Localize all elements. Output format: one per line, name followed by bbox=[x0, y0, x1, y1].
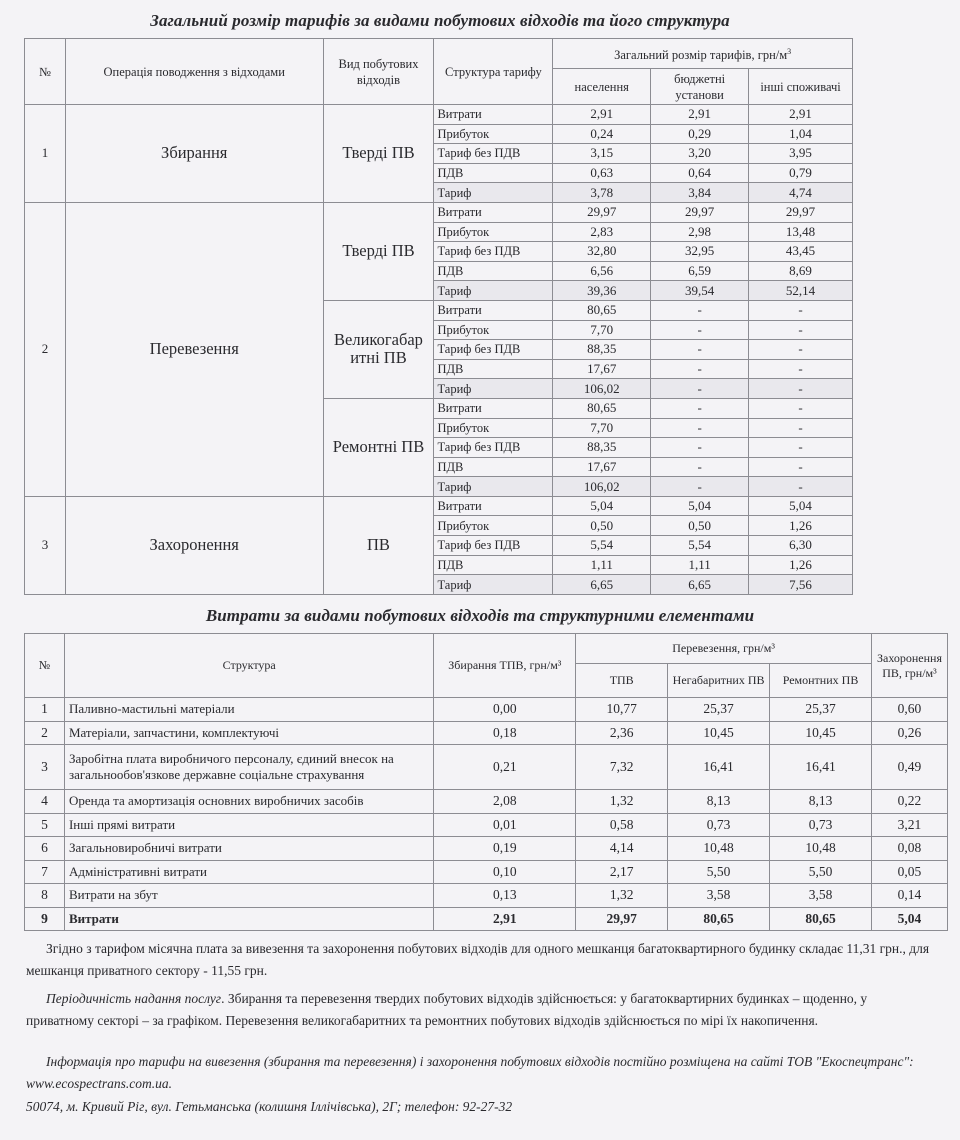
budget-value: 32,95 bbox=[651, 242, 749, 262]
burial-value: 0,22 bbox=[871, 790, 947, 814]
others-value: 43,45 bbox=[749, 242, 853, 262]
tpv-value: 0,58 bbox=[576, 813, 668, 837]
table-row bbox=[25, 698, 948, 722]
operation-name: Захоронення bbox=[65, 496, 323, 594]
table-row bbox=[25, 105, 853, 125]
structure-label: Прибуток bbox=[434, 222, 553, 242]
population-value: 3,78 bbox=[553, 183, 651, 203]
population-value: 80,65 bbox=[553, 300, 651, 320]
budget-value: - bbox=[651, 379, 749, 399]
oversized-value: 10,48 bbox=[668, 837, 770, 861]
cost-item-name: Оренда та амортизація основних виробничих засобів bbox=[64, 790, 434, 814]
row-number: 6 bbox=[25, 837, 65, 861]
structure-label: Тариф bbox=[434, 183, 553, 203]
structure-label: Витрати bbox=[434, 398, 553, 418]
structure-label: Тариф bbox=[434, 379, 553, 399]
others-value: 7,56 bbox=[749, 575, 853, 595]
budget-value: 6,59 bbox=[651, 261, 749, 281]
waste-type: Великогабар итні ПВ bbox=[323, 300, 434, 398]
others-value: 8,69 bbox=[749, 261, 853, 281]
table-row bbox=[25, 721, 948, 745]
budget-value: - bbox=[651, 398, 749, 418]
others-value: 6,30 bbox=[749, 536, 853, 556]
budget-value: 3,20 bbox=[651, 144, 749, 164]
structure-label: ПДВ bbox=[434, 457, 553, 477]
structure-label: Тариф без ПДВ bbox=[434, 438, 553, 458]
repair-value: 16,41 bbox=[770, 745, 872, 790]
others-value: - bbox=[749, 398, 853, 418]
structure-label: ПДВ bbox=[434, 261, 553, 281]
burial-value: 0,49 bbox=[871, 745, 947, 790]
structure-label: Витрати bbox=[434, 496, 553, 516]
population-value: 88,35 bbox=[553, 438, 651, 458]
population-value: 2,83 bbox=[553, 222, 651, 242]
cost-item-name: Витрати bbox=[64, 907, 434, 931]
cost-item-name: Матеріали, запчастини, комплектуючі bbox=[64, 721, 434, 745]
budget-value: - bbox=[651, 457, 749, 477]
structure-label: Витрати bbox=[434, 202, 553, 222]
population-value: 1,11 bbox=[553, 555, 651, 575]
others-value: - bbox=[749, 418, 853, 438]
collection-value: 0,19 bbox=[434, 837, 576, 861]
waste-type: Тверді ПВ bbox=[323, 202, 434, 300]
population-value: 6,56 bbox=[553, 261, 651, 281]
table1-title: Загальний розмір тарифів за видами побутових відходів та його структура bbox=[150, 11, 730, 30]
waste-type: Тверді ПВ bbox=[323, 105, 434, 203]
repair-value: 10,45 bbox=[770, 721, 872, 745]
tpv-value: 4,14 bbox=[576, 837, 668, 861]
table-row bbox=[25, 790, 948, 814]
tpv-value: 1,32 bbox=[576, 884, 668, 908]
header-population: населення bbox=[553, 69, 651, 105]
structure-label: ПДВ bbox=[434, 555, 553, 575]
burial-value: 0,26 bbox=[871, 721, 947, 745]
population-value: 39,36 bbox=[553, 281, 651, 301]
budget-value: 0,64 bbox=[651, 163, 749, 183]
others-value: 29,97 bbox=[749, 202, 853, 222]
service-frequency-paragraph: Періодичність надання послуг. Збирання та перевезення твердих побутових відходів здійснюється: у багатоквартирних будинках – щоденно, у приватному секторі – за графіком. Перевезення великогабаритних та ремонтних побутових відходів здійснюється по мірі їх накопичення. bbox=[26, 991, 868, 1028]
structure-label: Тариф без ПДВ bbox=[434, 144, 553, 164]
collection-value: 2,08 bbox=[434, 790, 576, 814]
oversized-value: 25,37 bbox=[668, 698, 770, 722]
budget-value: - bbox=[651, 320, 749, 340]
others-value: - bbox=[749, 340, 853, 360]
tpv-value: 10,77 bbox=[576, 698, 668, 722]
website-info-paragraph: Інформація про тарифи на вивезення (збирання та перевезення) і захоронення побутових відходів постійно розміщена на сайті ТОВ "Екоспецтранс": www.ecospectrans.com.ua. bbox=[26, 1054, 914, 1091]
budget-value: 5,54 bbox=[651, 536, 749, 556]
repair-value: 80,65 bbox=[770, 907, 872, 931]
population-value: 29,97 bbox=[553, 202, 651, 222]
burial-value: 0,14 bbox=[871, 884, 947, 908]
structure-label: Прибуток bbox=[434, 418, 553, 438]
population-value: 7,70 bbox=[553, 320, 651, 340]
cost-item-name: Інші прямі витрати bbox=[64, 813, 434, 837]
repair-value: 3,58 bbox=[770, 884, 872, 908]
budget-value: 6,65 bbox=[651, 575, 749, 595]
header-oversized: Негабаритних ПВ bbox=[668, 664, 770, 698]
header-total-group: Загальний розмір тарифів, грн/$м^3$ bbox=[553, 39, 853, 69]
population-value: 0,24 bbox=[553, 124, 651, 144]
header-structure: Структура тарифу bbox=[434, 39, 553, 105]
collection-value: 0,13 bbox=[434, 884, 576, 908]
others-value: 52,14 bbox=[749, 281, 853, 301]
waste-type: Ремонтні ПВ bbox=[323, 398, 434, 496]
tpv-value: 29,97 bbox=[576, 907, 668, 931]
population-value: 0,50 bbox=[553, 516, 651, 536]
repair-value: 8,13 bbox=[770, 790, 872, 814]
monthly-fee-paragraph: Згідно з тарифом місячна плата за вивезення та захоронення побутових відходів для одного мешканця багатоквартирного будинку складає 11,31 грн., для мешканця приватного сектору - 11,55 грн. bbox=[26, 941, 930, 978]
table-row bbox=[25, 884, 948, 908]
population-value: 5,54 bbox=[553, 536, 651, 556]
repair-value: 0,73 bbox=[770, 813, 872, 837]
budget-value: 0,50 bbox=[651, 516, 749, 536]
others-value: - bbox=[749, 300, 853, 320]
others-value: 13,48 bbox=[749, 222, 853, 242]
population-value: 5,04 bbox=[553, 496, 651, 516]
structure-label: Прибуток bbox=[434, 124, 553, 144]
budget-value: 2,91 bbox=[651, 105, 749, 125]
operation-name: Перевезення bbox=[65, 202, 323, 496]
row-number: 8 bbox=[25, 884, 65, 908]
header-repair: Ремонтних ПВ bbox=[770, 664, 872, 698]
population-value: 3,15 bbox=[553, 144, 651, 164]
header-burial: Захоронення ПВ, грн/м³ bbox=[871, 634, 947, 698]
population-value: 80,65 bbox=[553, 398, 651, 418]
others-value: 2,91 bbox=[749, 105, 853, 125]
operation-name: Збирання bbox=[65, 105, 323, 203]
others-value: 3,95 bbox=[749, 144, 853, 164]
budget-value: 1,11 bbox=[651, 555, 749, 575]
oversized-value: 8,13 bbox=[668, 790, 770, 814]
cost-item-name: Паливно-мастильні матеріали bbox=[64, 698, 434, 722]
collection-value: 0,18 bbox=[434, 721, 576, 745]
others-value: - bbox=[749, 359, 853, 379]
oversized-value: 16,41 bbox=[668, 745, 770, 790]
table-row bbox=[25, 745, 948, 790]
row-number: 1 bbox=[25, 698, 65, 722]
others-value: 0,79 bbox=[749, 163, 853, 183]
burial-value: 0,60 bbox=[871, 698, 947, 722]
budget-value: - bbox=[651, 359, 749, 379]
tpv-value: 2,17 bbox=[576, 860, 668, 884]
burial-value: 0,08 bbox=[871, 837, 947, 861]
others-value: - bbox=[749, 379, 853, 399]
repair-value: 5,50 bbox=[770, 860, 872, 884]
repair-value: 25,37 bbox=[770, 698, 872, 722]
others-value: 1,04 bbox=[749, 124, 853, 144]
oversized-value: 3,58 bbox=[668, 884, 770, 908]
row-number: 2 bbox=[25, 202, 66, 496]
table-row bbox=[25, 837, 948, 861]
others-value: 5,04 bbox=[749, 496, 853, 516]
collection-value: 0,01 bbox=[434, 813, 576, 837]
tpv-value: 2,36 bbox=[576, 721, 668, 745]
budget-value: - bbox=[651, 438, 749, 458]
collection-value: 0,21 bbox=[434, 745, 576, 790]
others-value: 4,74 bbox=[749, 183, 853, 203]
tpv-value: 7,32 bbox=[576, 745, 668, 790]
cost-item-name: Заробітна плата виробничого персоналу, єдиний внесок на загальнообов'язкове державне соціальне страхування bbox=[64, 745, 434, 790]
table-row bbox=[25, 496, 853, 516]
tpv-value: 1,32 bbox=[576, 790, 668, 814]
budget-value: 2,98 bbox=[651, 222, 749, 242]
collection-value: 0,10 bbox=[434, 860, 576, 884]
structure-label: ПДВ bbox=[434, 163, 553, 183]
structure-label: Тариф без ПДВ bbox=[434, 536, 553, 556]
structure-label: Тариф bbox=[434, 575, 553, 595]
structure-label: Витрати bbox=[434, 300, 553, 320]
structure-label: Прибуток bbox=[434, 516, 553, 536]
budget-value: 0,29 bbox=[651, 124, 749, 144]
waste-type: ПВ bbox=[323, 496, 434, 594]
repair-value: 10,48 bbox=[770, 837, 872, 861]
row-number: 1 bbox=[25, 105, 66, 203]
burial-value: 5,04 bbox=[871, 907, 947, 931]
oversized-value: 80,65 bbox=[668, 907, 770, 931]
tariff-size-table bbox=[24, 38, 853, 595]
population-value: 0,63 bbox=[553, 163, 651, 183]
structure-label: Тариф без ПДВ bbox=[434, 340, 553, 360]
table-row bbox=[25, 860, 948, 884]
population-value: 7,70 bbox=[553, 418, 651, 438]
others-value: 1,26 bbox=[749, 516, 853, 536]
structure-label: Тариф без ПДВ bbox=[434, 242, 553, 262]
structure-label: Витрати bbox=[434, 105, 553, 125]
budget-value: - bbox=[651, 477, 749, 497]
population-value: 106,02 bbox=[553, 477, 651, 497]
population-value: 2,91 bbox=[553, 105, 651, 125]
burial-value: 0,05 bbox=[871, 860, 947, 884]
budget-value: - bbox=[651, 300, 749, 320]
header-no: № bbox=[25, 634, 65, 698]
oversized-value: 5,50 bbox=[668, 860, 770, 884]
structure-label: ПДВ bbox=[434, 359, 553, 379]
budget-value: - bbox=[651, 418, 749, 438]
population-value: 17,67 bbox=[553, 359, 651, 379]
row-number: 4 bbox=[25, 790, 65, 814]
cost-item-name: Адміністративні витрати bbox=[64, 860, 434, 884]
collection-value: 0,00 bbox=[434, 698, 576, 722]
row-number: 3 bbox=[25, 745, 65, 790]
budget-value: 29,97 bbox=[651, 202, 749, 222]
burial-value: 3,21 bbox=[871, 813, 947, 837]
header-budget: бюджетні установи bbox=[651, 69, 749, 105]
address-line: 50074, м. Кривий Ріг, вул. Гетьманська (колишня Іллічівська), 2Г; телефон: 92-27-32 bbox=[26, 1099, 513, 1114]
header-tpv: ТПВ bbox=[576, 664, 668, 698]
row-number: 3 bbox=[25, 496, 66, 594]
cost-item-name: Витрати на збут bbox=[64, 884, 434, 908]
costs-structure-table bbox=[24, 633, 948, 931]
header-waste-type: Вид побутових відходів bbox=[323, 39, 434, 105]
others-value: 1,26 bbox=[749, 555, 853, 575]
row-number: 5 bbox=[25, 813, 65, 837]
header-structure: Структура bbox=[64, 634, 434, 698]
cost-item-name: Загальновиробничі витрати bbox=[64, 837, 434, 861]
others-value: - bbox=[749, 438, 853, 458]
structure-label: Тариф bbox=[434, 477, 553, 497]
header-no: № bbox=[25, 39, 66, 105]
table-row bbox=[25, 907, 948, 931]
budget-value: 5,04 bbox=[651, 496, 749, 516]
budget-value: 39,54 bbox=[651, 281, 749, 301]
population-value: 17,67 bbox=[553, 457, 651, 477]
collection-value: 2,91 bbox=[434, 907, 576, 931]
row-number: 9 bbox=[25, 907, 65, 931]
row-number: 7 bbox=[25, 860, 65, 884]
others-value: - bbox=[749, 457, 853, 477]
header-transport-group: Перевезення, грн/м³ bbox=[576, 634, 872, 664]
oversized-value: 10,45 bbox=[668, 721, 770, 745]
population-value: 32,80 bbox=[553, 242, 651, 262]
population-value: 106,02 bbox=[553, 379, 651, 399]
header-others: інші споживачі bbox=[749, 69, 853, 105]
structure-label: Тариф bbox=[434, 281, 553, 301]
population-value: 6,65 bbox=[553, 575, 651, 595]
table2-title: Витрати за видами побутових відходів та структурними елементами bbox=[205, 606, 755, 625]
population-value: 88,35 bbox=[553, 340, 651, 360]
budget-value: - bbox=[651, 340, 749, 360]
others-value: - bbox=[749, 477, 853, 497]
others-value: - bbox=[749, 320, 853, 340]
oversized-value: 0,73 bbox=[668, 813, 770, 837]
table-row bbox=[25, 813, 948, 837]
structure-label: Прибуток bbox=[434, 320, 553, 340]
budget-value: 3,84 bbox=[651, 183, 749, 203]
header-operation: Операція поводження з відходами bbox=[65, 39, 323, 105]
row-number: 2 bbox=[25, 721, 65, 745]
table-row bbox=[25, 202, 853, 222]
header-collection: Збирання ТПВ, грн/м³ bbox=[434, 634, 576, 698]
